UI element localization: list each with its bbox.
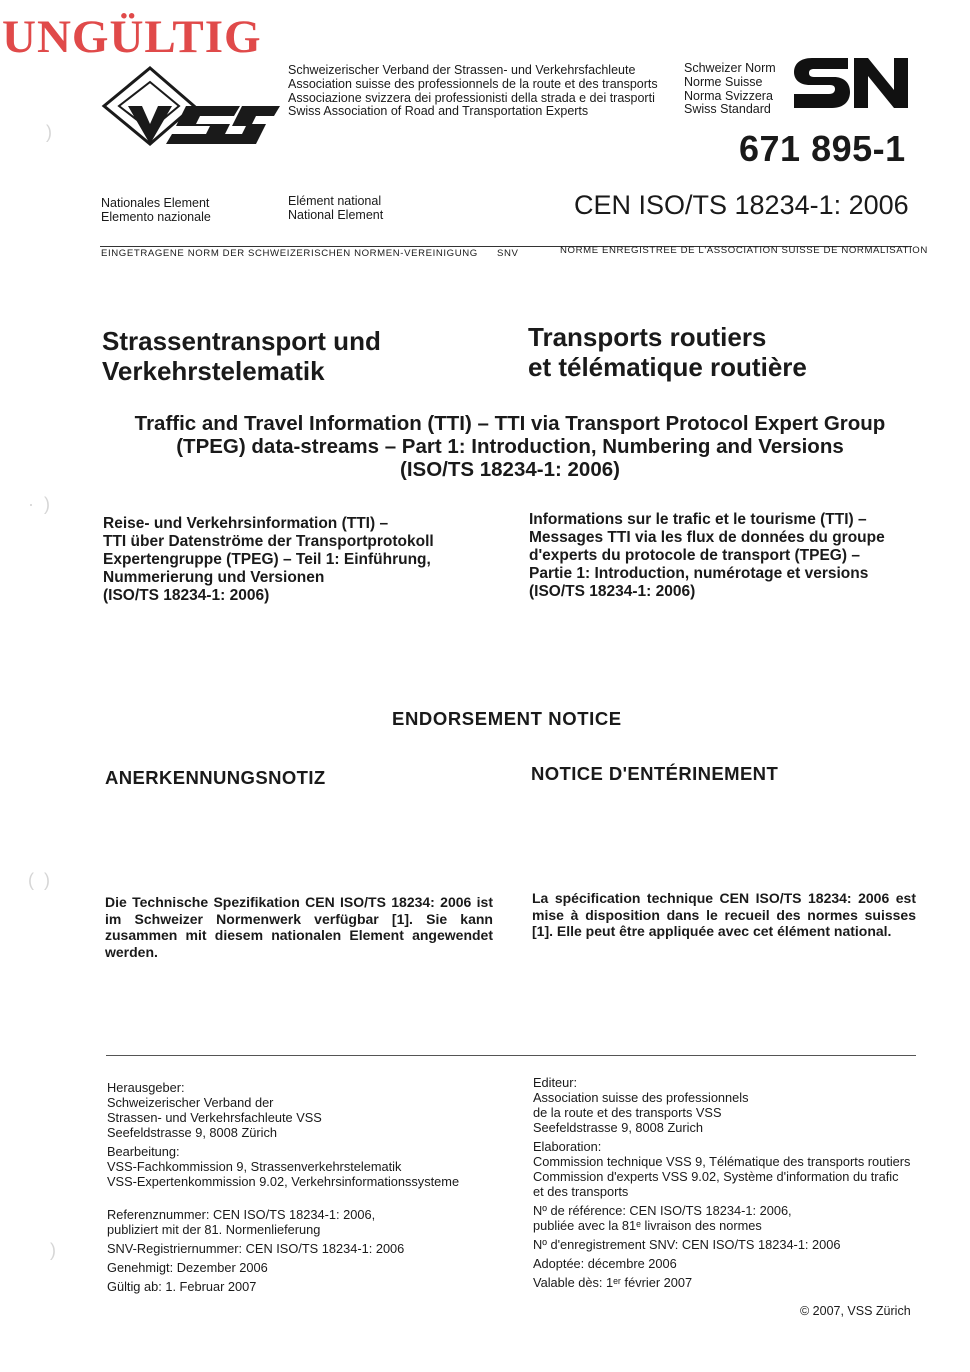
- title-line: et télématique routière: [528, 352, 807, 382]
- copyright: © 2007, VSS Zürich: [800, 1304, 911, 1318]
- org-line: Associazione svizzera dei professionisti della strada e dei trasporti: [288, 90, 655, 105]
- publisher-line: Seefeldstrasse 9, 8008 Zurich: [533, 1120, 704, 1135]
- title-line: Traffic and Travel Information (TTI) – TTI via Transport Protocol Expert Group: [134, 412, 886, 435]
- document-number: 671 895-1: [739, 128, 906, 169]
- notice-heading-fr: NOTICE D'ENTÉRINEMENT: [531, 763, 779, 784]
- org-line: Swiss Association of Road and Transportation Experts: [288, 104, 589, 119]
- title-line: Strassentransport und: [102, 326, 381, 356]
- org-line: Association suisse des professionnels de la route et des transports: [288, 76, 658, 91]
- notice-body-fr: La spécification technique CEN ISO/TS 18234: 2006 est mise à disposition dans le recueil des normes suisses [1]. Elle peut être appliquée avec cet élément national.: [532, 890, 916, 939]
- punch-mark: ): [46, 122, 52, 142]
- publisher-info-fr: [533, 1075, 910, 1290]
- standard-type: [684, 62, 776, 117]
- title-en: [110, 412, 910, 481]
- national-element-line: National Element: [288, 208, 384, 222]
- norm-line: Schweizer Norm: [684, 61, 776, 75]
- publisher-line: Seefeldstrasse 9, 8008 Zürich: [107, 1125, 278, 1140]
- publisher-info-de: [107, 1080, 459, 1294]
- registration-text-fr: NORME ENREGISTREE DE L'ASSOCIATION SUISSE DE NORMALISATION: [560, 245, 928, 256]
- publisher-line: Schweizerischer Verband der: [107, 1095, 274, 1110]
- title-line: (ISO/TS 18234-1: 2006): [400, 458, 620, 481]
- registration-text-de: EINGETRAGENE NORM DER SCHWEIZERISCHEN NORMEN-VEREINIGUNG: [101, 248, 478, 259]
- subtitle-line: (ISO/TS 18234-1: 2006): [529, 583, 696, 600]
- subtitle-line: Nummerierung und Versionen: [103, 569, 325, 586]
- national-element-fr: [288, 194, 383, 222]
- approved-date: Adoptée: décembre 2006: [533, 1256, 677, 1271]
- invalid-stamp: UNGÜLTIG: [2, 11, 262, 63]
- sn-logo: [792, 56, 910, 116]
- notice-heading-de: ANERKENNUNGSNOTIZ: [105, 767, 326, 788]
- publisher-label: Herausgeber:: [107, 1080, 185, 1095]
- norm-line: Norma Svizzera: [684, 88, 773, 103]
- subtitle-line: Expertengruppe (TPEG) – Teil 1: Einführung,: [103, 551, 431, 568]
- norm-line: Norme Suisse: [684, 74, 763, 89]
- title-fr: [528, 322, 807, 382]
- valid-from: Valable dès: 1ᵉʳ février 2007: [533, 1275, 693, 1290]
- subtitle-fr: [529, 511, 885, 601]
- footer-rule: [106, 1055, 916, 1056]
- endorsement-heading: ENDORSEMENT NOTICE: [392, 708, 622, 729]
- edit-line: Commission d'experts VSS 9.02, Système d'information du trafic: [533, 1169, 899, 1184]
- subtitle-de: [103, 515, 434, 605]
- subtitle-line: Informations sur le trafic et le tourisme (TTI) –: [529, 511, 867, 528]
- org-line: Schweizerischer Verband der Strassen- und Verkehrsfachleute: [288, 63, 636, 77]
- title-line: Transports routiers: [528, 322, 767, 352]
- national-element-line: Elément national: [288, 194, 382, 208]
- reference-line: publiée avec la 81ᵉ livraison des normes: [533, 1218, 762, 1233]
- title-de: [102, 326, 381, 386]
- reference-line: Referenznummer: CEN ISO/TS 18234-1: 2006,: [107, 1207, 376, 1222]
- registration-snv: SNV: [497, 248, 519, 259]
- title-line: (TPEG) data-streams – Part 1: Introduction, Numbering and Versions: [176, 435, 844, 458]
- approved-date: Genehmigt: Dezember 2006: [107, 1260, 268, 1275]
- reference-line: publiziert mit der 81. Normenlieferung: [107, 1222, 321, 1237]
- snv-registration: SNV-Registriernummer: CEN ISO/TS 18234-1: 2006: [107, 1241, 405, 1256]
- subtitle-line: Reise- und Verkehrsinformation (TTI) –: [103, 515, 389, 532]
- national-element-line: Nationales Element: [101, 196, 210, 210]
- subtitle-line: Messages TTI via les flux de données du groupe: [529, 529, 885, 546]
- edit-label: Elaboration:: [533, 1139, 602, 1154]
- edit-label: Bearbeitung:: [107, 1144, 180, 1159]
- edit-line: et des transports: [533, 1184, 629, 1199]
- national-element-line: Elemento nazionale: [101, 210, 211, 224]
- norm-line: Swiss Standard: [684, 102, 771, 117]
- notice-body-de: Die Technische Spezifikation CEN ISO/TS 18234: 2006 ist im Schweizer Normenwerk verfügbar [1]. Sie kann zusammen mit diesem nationalen Element angewendet werden.: [105, 894, 493, 960]
- publisher-line: Association suisse des professionnels: [533, 1090, 749, 1105]
- punch-mark: · ): [28, 494, 50, 514]
- subtitle-line: d'experts du protocole de transport (TPEG) –: [529, 547, 860, 564]
- subtitle-line: (ISO/TS 18234-1: 2006): [103, 587, 270, 604]
- valid-from: Gültig ab: 1. Februar 2007: [107, 1279, 257, 1294]
- punch-mark: ): [50, 1240, 56, 1260]
- punch-mark: ( ): [28, 870, 50, 890]
- publisher-label: Editeur:: [533, 1075, 578, 1090]
- snv-registration: Nº d'enregistrement SNV: CEN ISO/TS 18234-1: 2006: [533, 1237, 841, 1252]
- edit-line: Commission technique VSS 9, Télématique des transports routiers: [533, 1154, 911, 1169]
- vss-logo: [100, 66, 282, 148]
- organization-names: [288, 64, 658, 119]
- national-element-de: [101, 196, 211, 224]
- subtitle-line: TTI über Datenströme der Transportprotokoll: [103, 533, 434, 550]
- publisher-line: Strassen- und Verkehrsfachleute VSS: [107, 1110, 322, 1125]
- title-line: Verkehrstelematik: [102, 356, 325, 386]
- reference-line: Nº de référence: CEN ISO/TS 18234-1: 2006,: [533, 1203, 792, 1218]
- subtitle-line: Partie 1: Introduction, numérotage et versions: [529, 565, 869, 582]
- edit-line: VSS-Fachkommission 9, Strassenverkehrstelematik: [107, 1159, 402, 1174]
- cen-standard-number: CEN ISO/TS 18234-1: 2006: [574, 190, 909, 220]
- edit-line: VSS-Expertenkommission 9.02, Verkehrsinformationssysteme: [107, 1174, 460, 1189]
- publisher-line: de la route et des transports VSS: [533, 1105, 722, 1120]
